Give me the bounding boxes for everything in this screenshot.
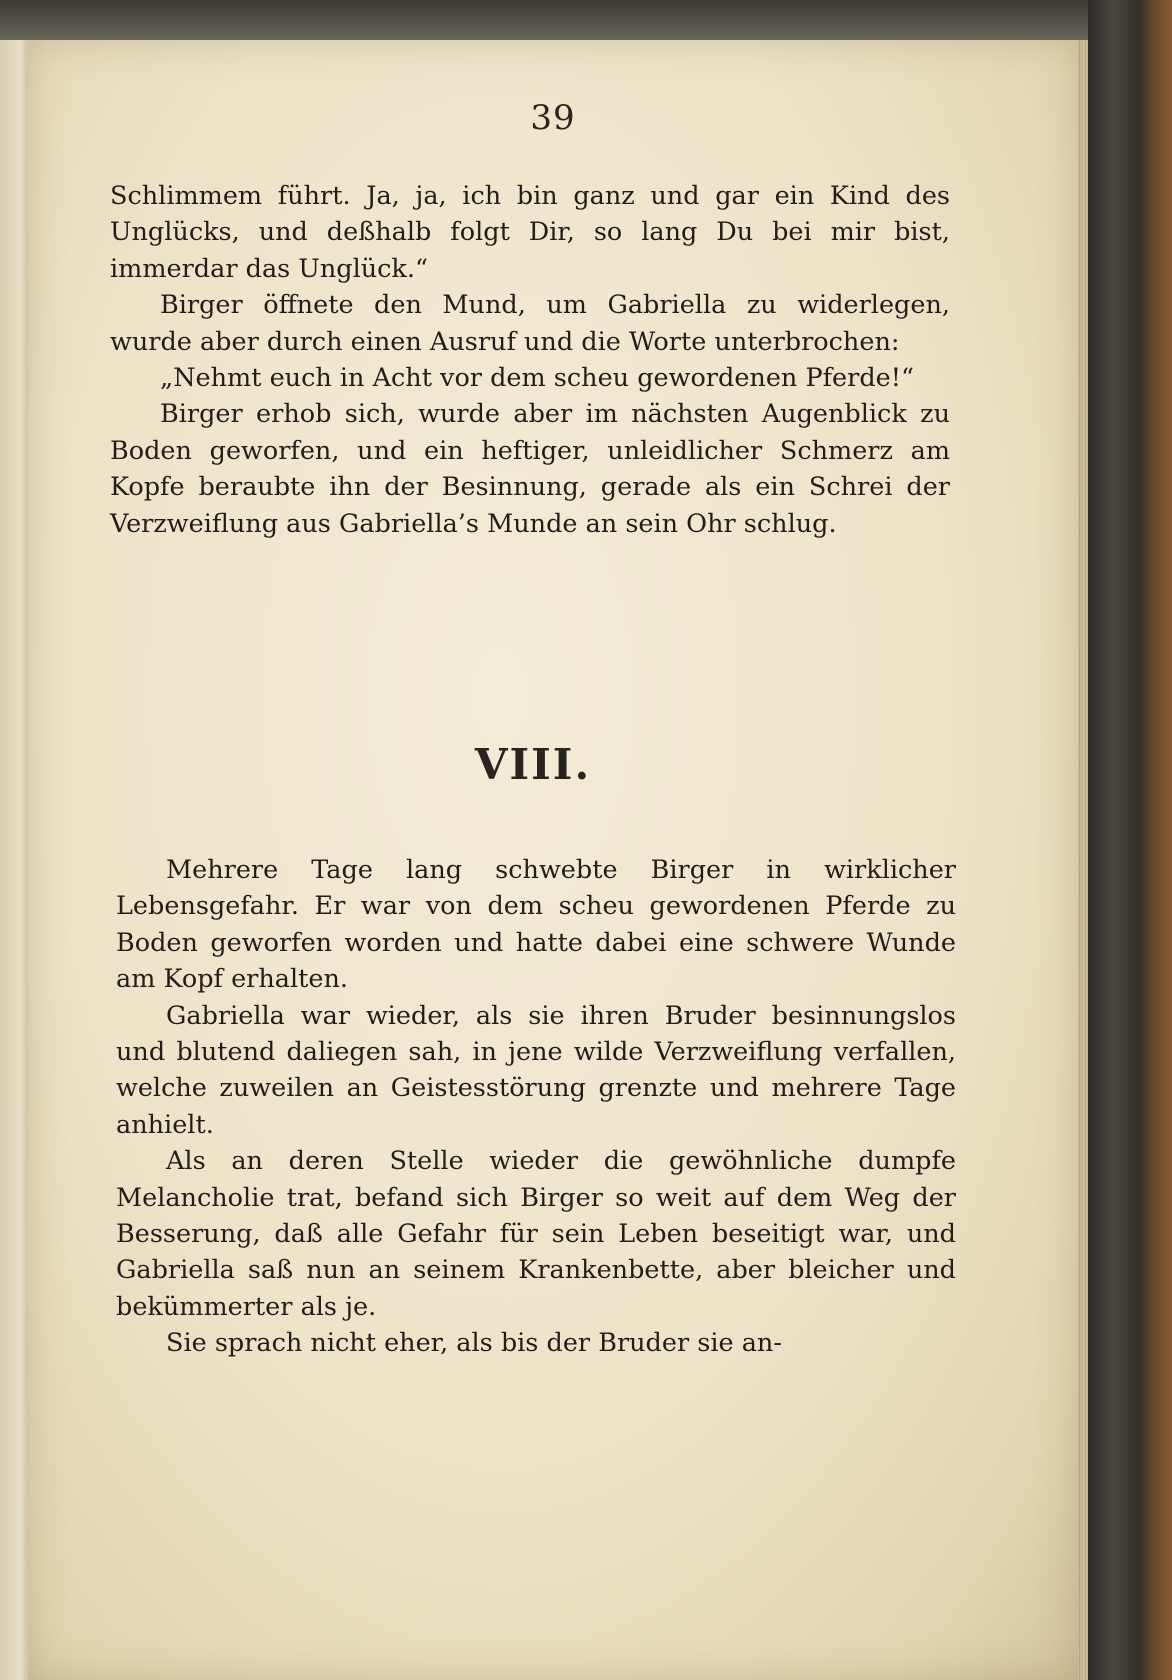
book-cover-edge (1088, 0, 1172, 1680)
chapter-heading: VIII. (474, 740, 592, 789)
book-page (28, 40, 1078, 1680)
text-after-chapter (116, 852, 956, 1362)
text-before-chapter (110, 178, 950, 542)
previous-page-edge (0, 40, 30, 1680)
page-number: 39 (530, 98, 576, 138)
paragraph: Mehrere Tage lang schwebte Birger in wirklicher Lebensgefahr. Er war von dem scheu gewordenen Pferde zu Boden geworfen worden und hatte dabei eine schwere Wunde am Kopf erhalten. (116, 855, 956, 995)
paragraph: Als an deren Stelle wieder die gewöhnliche dumpfe Melancholie trat, befand sich Birger so weit auf dem Weg der Besserung, daß alle Gefahr für sein Leben beseitigt war, und Gabriella saß nun an seinem Krankenbette, aber bleicher und bekümmerter als je. (116, 1146, 956, 1322)
paragraph: „Nehmt euch in Acht vor dem scheu gewordenen Pferde!“ (160, 363, 915, 394)
paragraph: Schlimmem führt. Ja, ja, ich bin ganz und gar ein Kind des Unglücks, und deßhalb folgt Dir, so lang Du bei mir bist, immerdar das Unglück.“ (110, 181, 950, 284)
paragraph: Gabriella war wieder, als sie ihren Bruder besinnungslos und blutend daliegen sah, in jene wilde Verzweiflung verfallen, welche zuweilen an Geistesstörung grenzte und mehrere Tage anhielt. (116, 1000, 956, 1140)
paragraph: Birger öffnete den Mund, um Gabriella zu widerlegen, wurde aber durch einen Ausruf und die Worte unterbrochen: (110, 290, 950, 357)
paragraph: Sie sprach nicht eher, als bis der Bruder sie an- (166, 1328, 782, 1359)
book-top-edge (0, 0, 1172, 40)
paragraph: Birger erhob sich, wurde aber im nächsten Augenblick zu Boden geworfen, und ein heftiger, unleidlicher Schmerz am Kopfe beraubte ihn der Besinnung, gerade als ein Schrei der Verzweiflung aus Gabriella’s Munde an sein Ohr schlug. (110, 399, 950, 539)
